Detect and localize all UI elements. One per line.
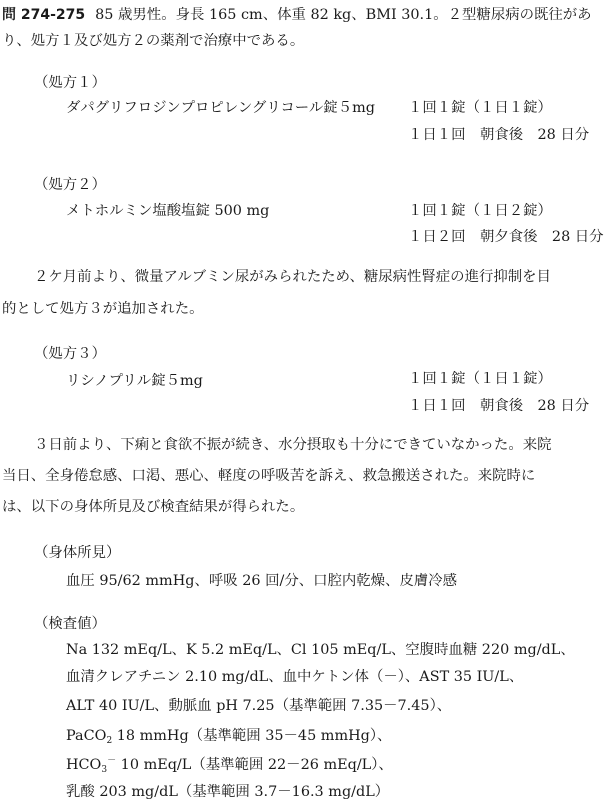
question-intro-line-1 [2,8,592,22]
prescription-1-schedule: １日１回 朝食後 28 日分 [408,127,590,143]
prescription-3-drug: リシノプリル錠５mg [66,373,203,389]
paco2-subscript: 2 [106,736,113,746]
lab-values-line-6: 乳酸 203 mg/dL（基準範囲 3.7－16.3 mg/dL） [66,784,390,800]
prescription-3-dose: １回１錠（１日１錠） [408,371,552,387]
question-number: 問 274-275 [2,7,86,23]
prescription-3-schedule: １日１回 朝食後 28 日分 [408,398,590,414]
hco3-superscript: － [107,756,117,766]
physical-findings-line: 血圧 95/62 mmHg、呼吸 26 回/分、口腔内乾燥、皮膚冷感 [66,573,458,589]
lab-values-heading: （検査値） [34,616,106,632]
paragraph-2-line-1: ２ケ月前より、微量アルブミン尿がみられたため、糖尿病性腎症の進行抑制を目 [34,269,551,285]
paco2-value: 18 mmHg（基準範囲 35－45 mmHg）、 [112,728,392,744]
hco3-subscript: 3 [101,765,108,775]
hco3-value: 10 mEq/L（基準範囲 22－26 mEq/L）、 [116,757,393,773]
prescription-2-schedule: １日２回 朝夕食後 28 日分 [408,229,604,245]
paragraph-3-line-3: は、以下の身体所見及び検査結果が得られた。 [2,499,305,515]
hco3-label: HCO [66,757,102,773]
physical-findings-heading: （身体所見） [34,545,121,561]
prescription-1-drug: ダパグリフロジンプロピレングリコール錠５mg [66,100,375,116]
paco2-label: PaCO [66,728,107,744]
lab-values-line-2: 血清クレアチニン 2.10 mg/dL、血中ケトン体（－）、AST 35 IU/L、 [66,669,524,685]
lab-values-line-1: Na 132 mEq/L、K 5.2 mEq/L、Cl 105 mEq/L、空腹時血糖 220 mg/dL、 [66,642,575,658]
lab-values-line-4 [66,729,391,746]
lab-values-line-3: ALT 40 IU/L、動脈血 pH 7.25（基準範囲 7.35－7.45）、 [66,698,452,714]
paragraph-3-line-1: ３日前より、下痢と食欲不振が続き、水分摂取も十分にできていなかった。来院 [34,437,552,453]
question-intro-line-2: り、処方１及び処方２の薬剤で治療中である。 [2,33,305,49]
prescription-2-dose: １回１錠（１日２錠） [408,203,552,219]
lab-values-line-5 [66,757,393,775]
prescription-2-drug: メトホルミン塩酸塩錠 500 mg [66,203,270,219]
prescription-2-heading: （処方２） [34,177,106,193]
prescription-1-dose: １回１錠（１日１錠） [408,100,552,116]
intro-text-1: 85 歳男性。身長 165 cm、体重 82 kg、BMI 30.1。２型糖尿病の既往があ [95,7,592,23]
paragraph-3-line-2: 当日、全身倦怠感、口渇、悪心、軽度の呼吸苦を訴え、救急搬送された。来院時に [2,468,536,484]
prescription-1-heading: （処方１） [34,75,106,91]
paragraph-2-line-2: 的として処方３が追加された。 [2,301,204,317]
prescription-3-heading: （処方３） [34,346,106,362]
